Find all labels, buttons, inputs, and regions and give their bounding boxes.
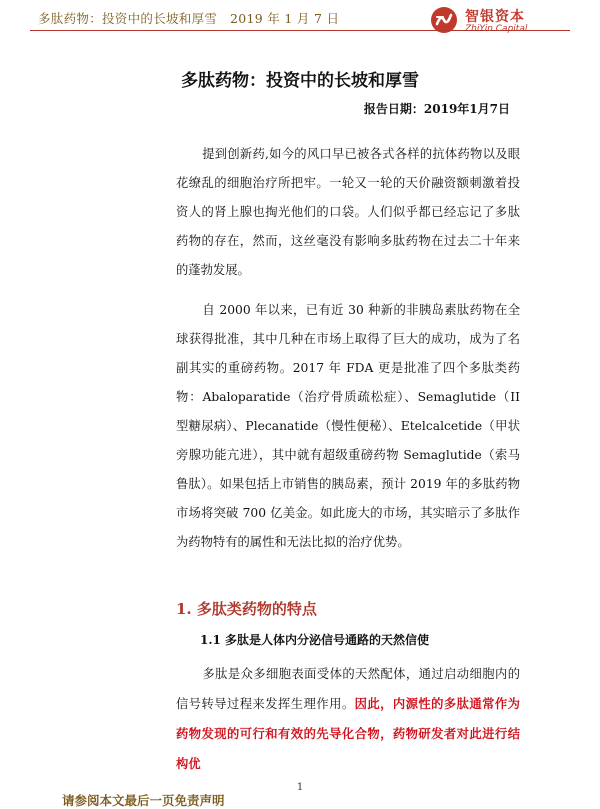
page-number: 1	[296, 782, 304, 793]
subsection-heading: 1.1 多肽是人体内分泌信号通路的天然信使	[200, 633, 430, 647]
paragraph-intro-text: 提到创新药,如今的风口早已被各式各样的抗体药物以及眼花缭乱的细胞治疗所把牢。一轮又一轮的天价融资额刺激着投资人的肾上腺也掏光他们的口袋。人们似乎都已经忘记了多肽药物的存在，然而，这丝毫没有影响多肽药物在过去二十年来的蓬勃发展。	[176, 147, 520, 277]
paragraph-highlight-text: 因此，内源性的多肽通常作为药物发现的可行和有效的先导化合物，药物研发者对此进行结构优	[176, 696, 520, 771]
paragraph-messenger	[176, 660, 520, 779]
header-divider	[30, 30, 570, 31]
section-heading: 1. 多肽类药物的特点	[176, 600, 317, 618]
report-date: 报告日期：2019年1月7日	[363, 102, 510, 116]
company-logo	[430, 4, 580, 38]
running-header-title: 多肽药物：投资中的长坡和厚雪 2019 年 1 月 7 日	[38, 11, 340, 26]
disclaimer-note: 请参阅本文最后一页免责声明	[62, 793, 225, 808]
paragraph-messenger-text: 多肽是众多细胞表面受体的天然配体，通过启动细胞内的信号转导过程来发挥生理作用。	[176, 667, 520, 711]
paragraph-intro	[176, 140, 520, 285]
paragraph-market	[176, 296, 520, 557]
logo-name: 智银资本	[465, 9, 525, 25]
page-header	[0, 0, 600, 36]
document-title: 多肽药物：投资中的长坡和厚雪	[181, 71, 419, 91]
logo-subtitle: ZhiYin Capital	[465, 24, 528, 34]
paragraph-market-text: 自 2000 年以来，已有近 30 种新的非胰岛素肽药物在全球获得批准，其中几种在市场上取得了巨大的成功，成为了名副其实的重磅药物。2017 年 FDA 更是批准了四个多肽类药物：Abaloparatide（治疗骨质疏松症）、Semaglutide（II 型糖尿病）、Plecanatide（慢性便秘）、Etelcalcetide（甲状旁腺功能亢进），其中就有超级重磅药物 Semaglutide（索马鲁肽）。如果包括上市销售的胰岛素，预计 2019 年的多肽药物市场将突破 700 亿美金。如此庞大的市场，其实暗示了多肽作为药物特有的属性和无法比拟的治疗优势。	[176, 303, 520, 549]
